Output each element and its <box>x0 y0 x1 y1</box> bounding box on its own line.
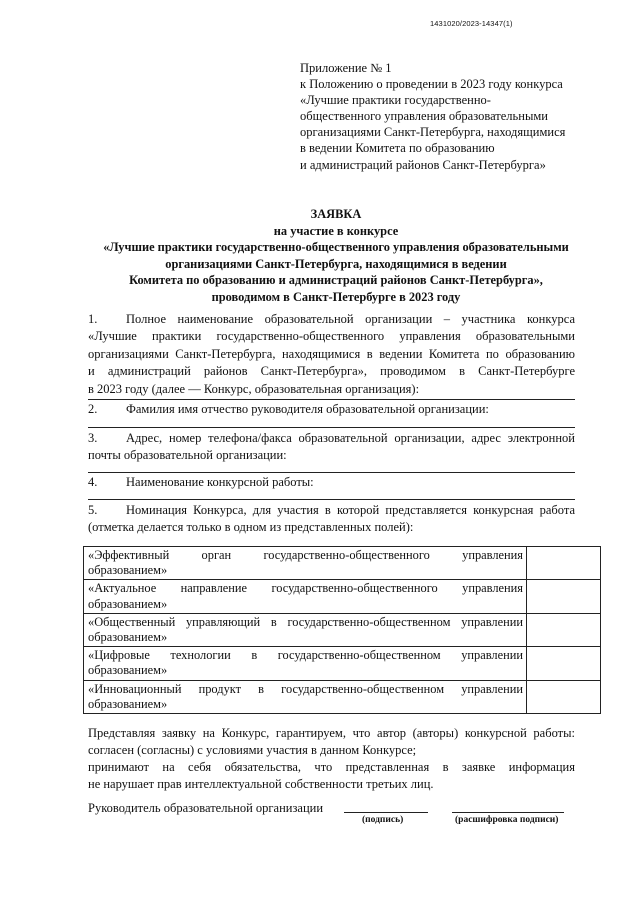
appendix-line: и администраций районов Санкт-Петербурга» <box>300 157 546 172</box>
nomination-mark-cell[interactable] <box>527 613 601 646</box>
nomination-mark-cell[interactable] <box>527 547 601 580</box>
title-line: на участие в конкурсе <box>273 223 399 238</box>
answer-line-1[interactable] <box>88 399 575 400</box>
signature-decode-caption: (расшифровка подписи) <box>455 815 559 825</box>
appendix-line: организациями Санкт-Петербурга, находящимися <box>300 125 566 140</box>
answer-line-4[interactable] <box>88 499 575 500</box>
item-5-nomination: 5. Номинация Конкурса, для участия в которой представляется конкурсная работа (отметка делается только в одном из представленных полей): <box>88 503 575 535</box>
appendix-line: «Лучшие практики государственно- <box>300 93 491 108</box>
nomination-mark-cell[interactable] <box>527 580 601 613</box>
signature-label: Руководитель образовательной организации <box>88 801 324 815</box>
answer-line-3[interactable] <box>88 472 575 473</box>
guarantee-statement: Представляя заявку на Конкурс, гарантируем, что автор (авторы) конкурсной работы: согласен (согласны) с условиями участия в данном Конкурсе; принимают на себя обязательства, что представленная в заявке информация не нарушает прав интеллектуальной собственности третьих лиц. <box>88 726 575 791</box>
item-1-organization-name: 1. Полное наименование образовательной организации – участника конкурса «Лучшие практики государственно-общественного управления образовательными организациями Санкт-Петербурга, находящимися в ведении Комитета по образованию и администраций районов Санкт-Петербурга», проводимом в Санкт-Петербурге в 2023 году (далее — Конкурс, образовательная организация): <box>88 312 575 396</box>
title-line: «Лучшие практики государственно-общественного управления образовательными <box>103 240 569 255</box>
nomination-label: «Инновационный продукт в государственно-общественном управлении образованием» <box>84 680 527 713</box>
appendix-line: в ведении Комитета по образованию <box>300 141 495 156</box>
nomination-row <box>84 613 601 646</box>
document-id: 1431020/2023-14347(1) <box>430 19 513 28</box>
signature-decode-line[interactable] <box>452 812 564 813</box>
item-3-contacts: 3. Адрес, номер телефона/факса образовательной организации, адрес электронной почты образовательной организации: <box>88 431 575 463</box>
item-number: 3. <box>88 431 98 445</box>
item-number: 4. <box>88 475 98 489</box>
appendix-header <box>300 60 600 173</box>
item-number: 5. <box>88 503 98 517</box>
nomination-label: «Эффективный орган государственно-общественного управления образованием» <box>84 547 527 580</box>
appendix-line: общественного управления образовательными <box>300 109 548 124</box>
nomination-row <box>84 547 601 580</box>
title-line: проводимом в Санкт-Петербурге в 2023 году <box>211 289 461 304</box>
appendix-line: Приложение № 1 <box>300 61 392 75</box>
nomination-mark-cell[interactable] <box>527 680 601 713</box>
item-2-director-name: 2. Фамилия имя отчество руководителя образовательной организации: <box>88 401 575 418</box>
nomination-mark-cell[interactable] <box>527 647 601 680</box>
nominations-table <box>83 546 601 714</box>
appendix-line: к Положению о проведении в 2023 году конкурса <box>300 77 563 92</box>
nomination-row <box>84 580 601 613</box>
nomination-row <box>84 680 601 713</box>
nomination-label: «Актуальное направление государственно-общественного управления образованием» <box>84 580 527 613</box>
answer-line-2[interactable] <box>88 427 575 428</box>
nomination-label: «Цифровые технологии в государственно-общественном управлении образованием» <box>84 647 527 680</box>
item-4-work-title: 4. Наименование конкурсной работы: <box>88 474 575 491</box>
item-number: 1. <box>88 312 98 326</box>
title-line: Комитета по образованию и администраций районов Санкт-Петербурга», <box>129 273 543 288</box>
nomination-label: «Общественный управляющий в государственно-общественном управлении образованием» <box>84 613 527 646</box>
nomination-row <box>84 647 601 680</box>
signature-caption: (подпись) <box>362 815 404 825</box>
document-title <box>56 206 616 306</box>
title-line: организациями Санкт-Петербурга, находящимися в ведении <box>165 256 507 271</box>
title-line: ЗАЯВКА <box>310 207 362 221</box>
item-number: 2. <box>88 402 98 416</box>
signature-line[interactable] <box>344 812 428 813</box>
